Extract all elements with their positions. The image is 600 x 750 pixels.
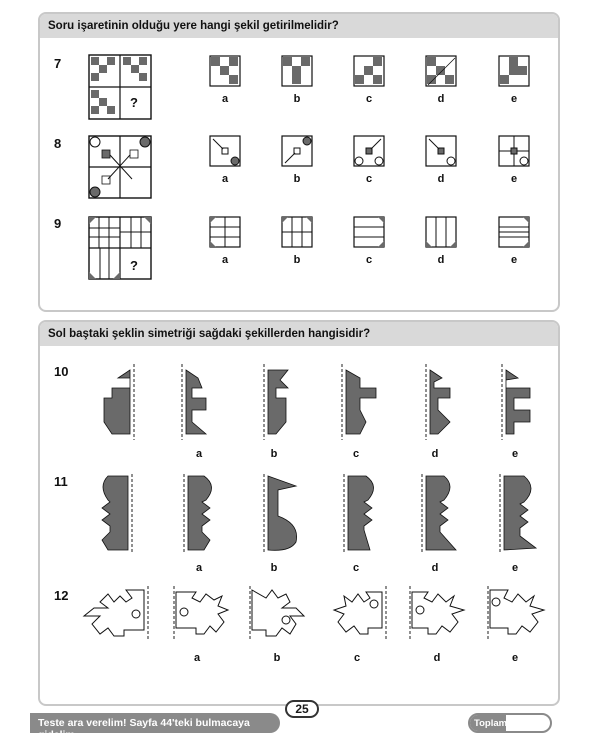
option-figure <box>498 135 530 167</box>
question-10-figure <box>98 362 140 442</box>
question-8-figure <box>88 135 152 199</box>
option-figure <box>281 216 313 248</box>
question-7-figure <box>88 54 152 120</box>
option-d-label: d <box>431 562 439 574</box>
option-b-label: b <box>293 173 301 185</box>
question-number: 7 <box>54 56 62 71</box>
option-c-label: c <box>352 562 360 574</box>
option-figure <box>353 135 385 167</box>
option-figure <box>340 472 386 556</box>
option-b-label: b <box>293 93 301 105</box>
option-b-label: b <box>270 448 278 460</box>
option-c-label: c <box>365 93 373 105</box>
question-number: 9 <box>54 216 62 231</box>
question-9-figure <box>88 216 152 280</box>
option-c-label: c <box>365 173 373 185</box>
option-e-label: e <box>511 562 519 574</box>
option-a-label: a <box>221 173 229 185</box>
option-d-label: d <box>431 448 439 460</box>
option-c-label: c <box>353 652 361 664</box>
option-figure <box>281 135 313 167</box>
question-12-figure <box>80 584 154 642</box>
option-figure <box>209 135 241 167</box>
option-figure <box>209 55 241 87</box>
option-figure <box>484 584 550 642</box>
option-c-label: c <box>365 254 373 266</box>
option-b-label: b <box>270 562 278 574</box>
total-score-box <box>468 713 552 733</box>
question-number: 12 <box>54 588 69 603</box>
option-figure <box>260 472 306 556</box>
option-figure <box>418 472 464 556</box>
option-a-label: a <box>221 93 229 105</box>
option-a-label: a <box>195 562 203 574</box>
option-d-label: d <box>437 254 445 266</box>
option-d-label: d <box>433 652 441 664</box>
option-figure <box>420 362 462 442</box>
section-instruction: Sol baştaki şeklin simetriği sağdaki şekillerden hangisidir? <box>40 322 558 346</box>
option-figure <box>353 55 385 87</box>
option-e-label: e <box>510 173 518 185</box>
option-c-label: c <box>352 448 360 460</box>
option-figure <box>425 135 457 167</box>
option-figure <box>258 362 300 442</box>
option-figure <box>336 362 378 442</box>
page-number: 25 <box>285 700 319 718</box>
option-d-label: d <box>437 93 445 105</box>
question-mark: ? <box>130 95 138 110</box>
section-instruction: Soru işaretinin olduğu yere hangi şekil getirilmelidir? <box>40 14 558 38</box>
option-figure <box>326 584 390 642</box>
option-figure <box>406 584 470 642</box>
option-e-label: e <box>510 93 518 105</box>
option-b-label: b <box>273 652 281 664</box>
option-figure <box>425 216 457 248</box>
option-a-label: a <box>195 448 203 460</box>
footer-banner: Teste ara verelim! Sayfa 44'teki bulmacaya gidelim. <box>30 713 280 733</box>
option-figure <box>180 472 226 556</box>
option-figure <box>176 362 218 442</box>
option-e-label: e <box>511 652 519 664</box>
option-figure <box>209 216 241 248</box>
question-number: 10 <box>54 364 69 379</box>
question-number: 11 <box>54 474 68 489</box>
question-number: 8 <box>54 136 62 151</box>
option-figure <box>246 584 310 642</box>
total-label: Toplam <box>470 715 506 731</box>
option-figure <box>425 55 457 87</box>
option-figure <box>170 584 234 642</box>
option-figure <box>353 216 385 248</box>
option-b-label: b <box>293 254 301 266</box>
question-11-figure <box>94 472 140 556</box>
option-figure <box>496 472 542 556</box>
option-figure <box>281 55 313 87</box>
option-figure <box>496 362 538 442</box>
option-figure <box>498 216 530 248</box>
option-a-label: a <box>221 254 229 266</box>
question-mark: ? <box>130 258 138 273</box>
option-a-label: a <box>193 652 201 664</box>
option-d-label: d <box>437 173 445 185</box>
option-e-label: e <box>510 254 518 266</box>
option-figure <box>498 55 530 87</box>
option-e-label: e <box>511 448 519 460</box>
